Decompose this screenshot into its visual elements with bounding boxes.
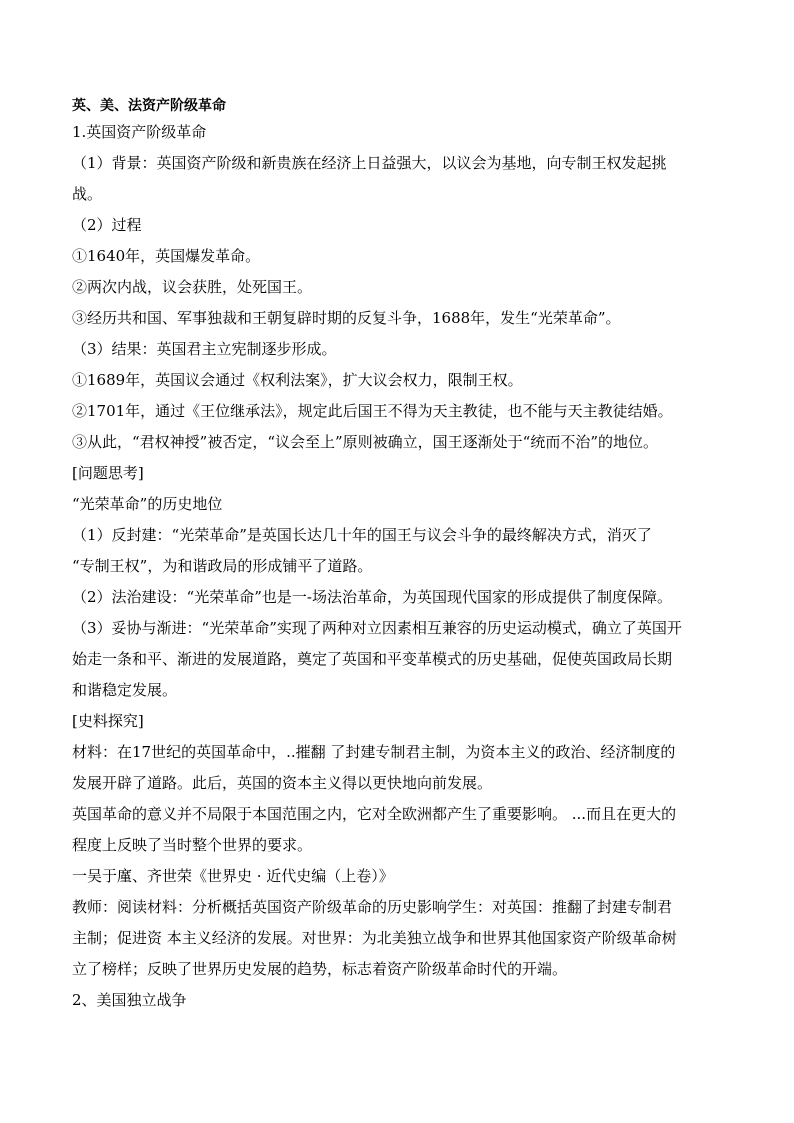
- compromise-line-1: （3）妥协与渐进：“光荣革命”实现了两种对立因素相互兼容的历史运动模式，确立了英国开: [72, 619, 682, 637]
- process-item-2: ②两次内战，议会获胜，处死国王。: [72, 278, 313, 296]
- material-line-1: 材料：在17世纪的英国革命中，..摧翻 了封建专制君主制，为资本主义的政治、经济制度的: [72, 743, 676, 761]
- material-line-2: 发展开辟了道路。此后，英国的资本主义得以更快地向前发展。: [72, 774, 493, 792]
- result-item-3: ③从此，“君权神授”被否定，“议会至上”原则被确立，国王逐渐处于“统而不治”的地位。: [72, 433, 659, 451]
- background-paragraph-line-1: （1）背景：英国资产阶级和新贵族在经济上日益强大，以议会为基地，向专制王权发起挑: [72, 154, 667, 172]
- result-item-2: ②1701年，通过《王位继承法》，规定此后国王不得为天主教徒，也不能与天主教徒结婚。: [72, 402, 673, 420]
- glorious-revolution-title: “光荣革命”的历史地位: [72, 495, 223, 513]
- process-item-3: ③经历共和国、军事独裁和王朝复辟时期的反复斗争，1688年，发生“光荣革命”。: [72, 309, 621, 327]
- document-body: [72, 95, 722, 1016]
- rule-of-law-line: （2）法治建设：“光荣革命”也是一-场法治革命，为英国现代国家的形成提供了制度保障。: [72, 588, 672, 606]
- section-heading: 英、美、法资产阶级革命: [72, 98, 226, 114]
- material-line-3: 英国革命的意义并不局限于本国范围之内，它对全欧洲都产生了重要影响。 ...而且在更大的: [72, 805, 677, 823]
- citation-line: 一吴于廑、齐世荣《世界史 · 近代史编（上卷）》: [72, 867, 394, 885]
- teacher-line-3: 立了榜样；反映了世界历史发展的趋势，标志着资产阶级革命时代的开端。: [72, 960, 568, 978]
- result-item-1: ①1689年，英国议会通过《权利法案》，扩大议会权力，限制王权。: [72, 371, 523, 389]
- process-heading: （2）过程: [72, 216, 142, 234]
- compromise-line-3: 和谐稳定发展。: [72, 681, 178, 699]
- material-line-4: 程度上反映了当时整个世界的要求。: [72, 836, 313, 854]
- subsection-title-america: 2、美国独立战争: [72, 991, 187, 1009]
- source-exploration-label: [史料探究]: [72, 712, 144, 730]
- teacher-line-2: 主制；促进资 本主义经济的发展。对世界：为北美独立战争和世界其他国家资产阶级革命树: [72, 929, 677, 947]
- question-thinking-label: [问题思考]: [72, 464, 144, 482]
- teacher-line-1: 教师：阅读材料：分析概括英国资产阶级革命的历史影响学生：对英国：推翻了封建专制君: [72, 898, 673, 916]
- anti-feudal-line-1: （1）反封建：“光荣革命”是英国长达几十年的国王与议会斗争的最终解决方式，消灭了: [72, 526, 652, 544]
- subsection-title-britain: 1.英国资产阶级革命: [72, 123, 207, 141]
- background-paragraph-line-2: 战。: [72, 185, 103, 203]
- anti-feudal-line-2: “专制王权”，为和谐政局的形成铺平了道路。: [72, 557, 373, 575]
- result-heading: （3）结果：英国君主立宪制逐步形成。: [72, 340, 337, 358]
- process-item-1: ①1640年，英国爆发革命。: [72, 247, 261, 265]
- compromise-line-2: 始走一条和平、渐进的发展道路，奠定了英国和平变革模式的历史基础，促使英国政局长期: [72, 650, 673, 668]
